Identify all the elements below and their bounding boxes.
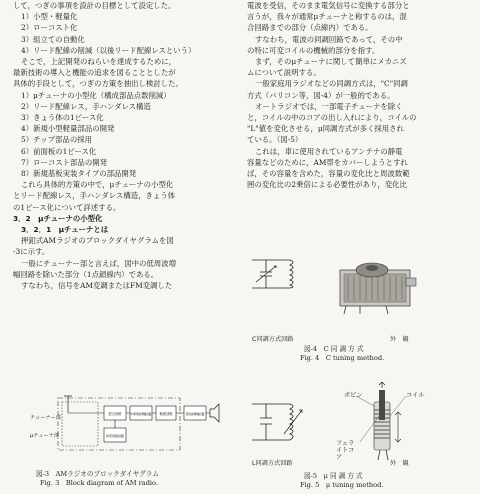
mu-tuner-label: μチューナ部 [30,433,60,439]
text-line: の特に可変コイルの機械的部分を指す。 [247,45,380,55]
left-column [13,0,241,291]
paragraph [13,258,241,280]
text-line: と，コイルの中のコアの出し入れにより，コイルの [247,113,417,123]
block-label: 局部発振回路 [105,434,125,438]
list-item: 2）ローコスト化 [21,23,78,33]
figure-caption-en: Fig. 3 Block diagram of AM radio. [40,479,158,487]
text-line: これは，車に使用されているアンテナの静電 [255,146,403,156]
c-tuning-svg [240,230,476,330]
circuit-label: C同調方式回路 [252,336,294,343]
block-diagram-svg [28,392,228,454]
paragraph [247,78,473,100]
tuner-label: チューナー部 [30,415,61,421]
block-label: 混合回路 [108,412,122,416]
paragraph [247,146,473,191]
paragraph [247,34,473,56]
antenna-icon [64,396,72,412]
paragraph [247,56,473,78]
circuit-wire [252,260,290,288]
text-line: 容量などのために，AM帯をカバーしようとすれ [247,157,408,167]
text-line: 電波を受信，そのまま電気信号に変換する部分と [247,1,410,10]
figure-4 [240,230,476,380]
figure-caption-en: Fig. 4 C tuning method. [300,354,385,362]
text-line: 方式（バリコン等，図-4）が一般的である。 [247,90,395,100]
text-line: そこで，上記開発のねらいを達成するために， [21,57,177,67]
external-view-label: 外 観 [390,336,409,343]
measures-list [13,90,241,180]
text-line: すなわち，信号をAM変調またはFM変調した [21,281,173,291]
circuit-wire [252,404,290,440]
figure-5 [240,382,476,494]
list-item: 1）μチューナの小型化（構成部品点数削減） [21,90,171,100]
list-item: 4）新規小型軽量部品の開発 [21,124,115,134]
text-line: "L"値を変化させる，μ同調方式が多く採用され [247,124,404,134]
text-line: まず，そのμチューナに関して簡単にメカニズ [255,57,407,67]
paragraph [247,0,473,34]
text-line: 言うが，我々が通常μチューナと称するのは，混 [247,12,407,22]
speaker-icon [210,404,219,422]
list-item: 3）きょう体の1ピース化 [21,113,104,123]
capacitor-icon [260,418,272,424]
design-goals [13,0,241,56]
mu-tuner-region [62,402,98,446]
paragraph [13,280,241,291]
mu-coil-photo [374,382,401,460]
text-line: 囲の変化比の2乗倍による必要性があり，変化比 [247,180,407,190]
figure-caption-jp: 図-5 μ 同 調 方 式 [304,472,363,480]
section-heading: 3．2 μチューナの小型化 [13,213,103,223]
text-line: ている。（図-5） [247,135,303,145]
list-item: 4）リード配線の削減（以後リード配線レスという） [21,45,196,55]
list-item: 3）組立ての自動化 [21,34,85,44]
text-line: 合回路までの部分（点線内）である。 [247,23,373,33]
bobbin-label: ボビン [344,392,363,399]
paragraph [13,56,241,90]
circuit-label: L同調方式回路 [252,460,293,467]
paragraph [13,235,241,257]
figure-caption-jp: 図-4 C 同 調 方 式 [304,345,364,353]
text-line: これら具体的方策の中で，μチューナの小型化 [21,180,174,190]
external-view-label: 外 観 [390,460,409,467]
ferrite-core-label: フェライトコア [336,440,355,461]
coil-icon [290,404,293,440]
list-item: 5）チップ部品の採用 [21,135,92,145]
text-line: 幅回路を除いた部分（1点鎖線内）である。 [13,269,159,279]
text-line: 一般にチューナー部と言えば，図中の低周波増 [21,258,176,268]
variable-capacitor-icon [256,260,276,288]
figure-caption-en: Fig. 5 μ tuning method. [300,481,384,489]
list-item: 8）新規基板実装タイプの部品開発 [21,169,137,179]
list-item: 1）小型・軽量化 [21,12,78,22]
list-item: 6）前面板の1ピース化 [21,146,97,156]
variable-capacitor-photo [340,263,416,314]
text-line: の1ピース化について詳述する。 [13,202,121,212]
text-line: 一般家庭用ラジオなどの同調方式は，"C"同調 [255,79,408,89]
coil-icon [290,260,293,288]
figure-caption-jp: 図-3 AMラジオのブロックダイヤグラム [36,470,159,478]
paragraph [247,101,473,146]
list-item: 7）ローコスト部品の開発 [21,157,108,167]
text-line: 最新技術の導入と機能の追求を図ることとしたが [13,68,176,78]
text-line: ムについて説明する。 [247,68,321,78]
block-label: 検波回路 [159,412,173,416]
coil-label: コイル [406,392,425,399]
text-line: すなわち，電波の同調回路であって，その中 [255,34,403,44]
text-line: オートラジオでは，一部電子チューナを除く [255,101,403,111]
text-line: して，つぎの事項を設計の目標として設定した。 [13,1,176,10]
text-line: ば，その容量を含めた，容量の変化比と周波数範 [247,169,410,179]
text-line: とリード配線レス，手ハンダレス構造，きょう体 [13,191,176,201]
right-column [247,0,473,190]
text-line: 具体的手段として，つぎの方策を抽出し検討した。 [13,79,183,89]
text-line: 押釦式AMラジオのブロックダイヤグラムを図 [21,236,174,246]
text-line: -3に示す。 [13,247,50,257]
list-item: 2）リード配線レス，手ハンダレス構造 [21,101,151,111]
paragraph [13,179,241,213]
figure-3 [28,392,228,492]
core-motion-arrow [395,412,401,442]
subsection-heading: 3．2．1 μチューナとは [21,225,109,235]
block-label: 低周波増幅回路 [185,412,205,416]
block-label: 中間周波増幅回路 [130,413,152,416]
